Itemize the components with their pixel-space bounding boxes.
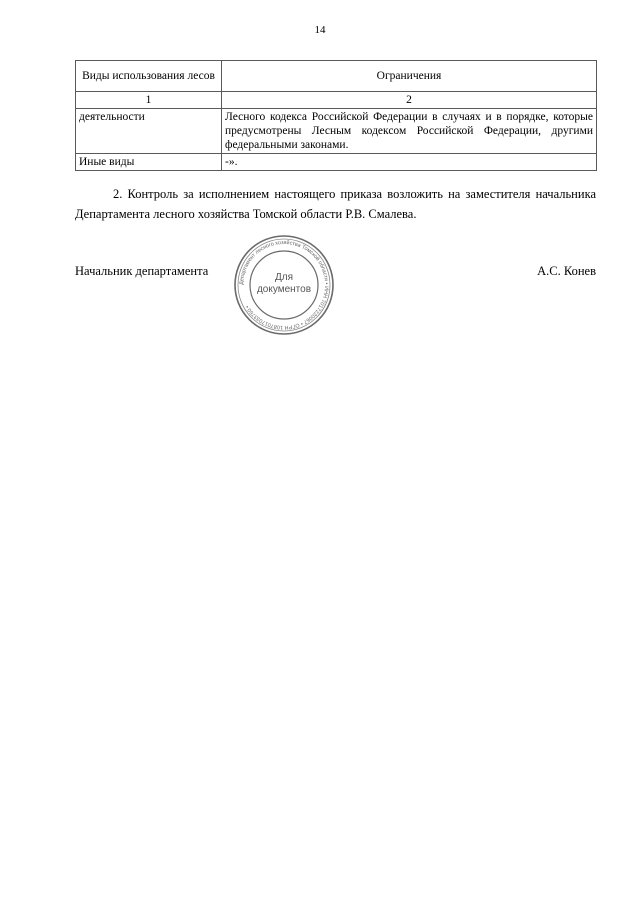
row-restriction: Лесного кодекса Российской Федерации в случаях и в порядке, которые предусмотрены Лесным кодексом Российской Федерации, другими федеральными законами. [222, 109, 597, 154]
signatory-title: Начальник департамента [75, 264, 209, 278]
column-number-row [76, 92, 597, 109]
table-row [76, 154, 597, 171]
table-header-row [76, 61, 597, 92]
stamp-label-line2: документов [256, 284, 312, 295]
page-number: 14 [314, 24, 326, 36]
stamp-label-line1: Для [274, 272, 294, 283]
column-number-1: 1 [76, 92, 222, 109]
header-forest-use-types: Виды использования лесов [76, 61, 222, 92]
header-restrictions: Ограничения [222, 61, 597, 92]
stamp-ring-text: Департамент лесного хозяйства Томской области • ИНН 7017220067 • ОГРН 1087017033760 • [238, 239, 330, 331]
column-number-2: 2 [222, 92, 597, 109]
restrictions-table [75, 60, 597, 171]
signatory-name: А.С. Конев [537, 264, 596, 278]
row-restriction: -». [222, 154, 597, 171]
official-stamp [232, 233, 336, 337]
table-row [76, 109, 597, 154]
row-use-type: деятельности [76, 109, 222, 154]
row-use-type: Иные виды [76, 154, 222, 171]
control-paragraph: 2. Контроль за исполнением настоящего приказа возложить на заместителя начальника Департамента лесного хозяйства Томской области Р.В. Смалева. [75, 187, 596, 221]
